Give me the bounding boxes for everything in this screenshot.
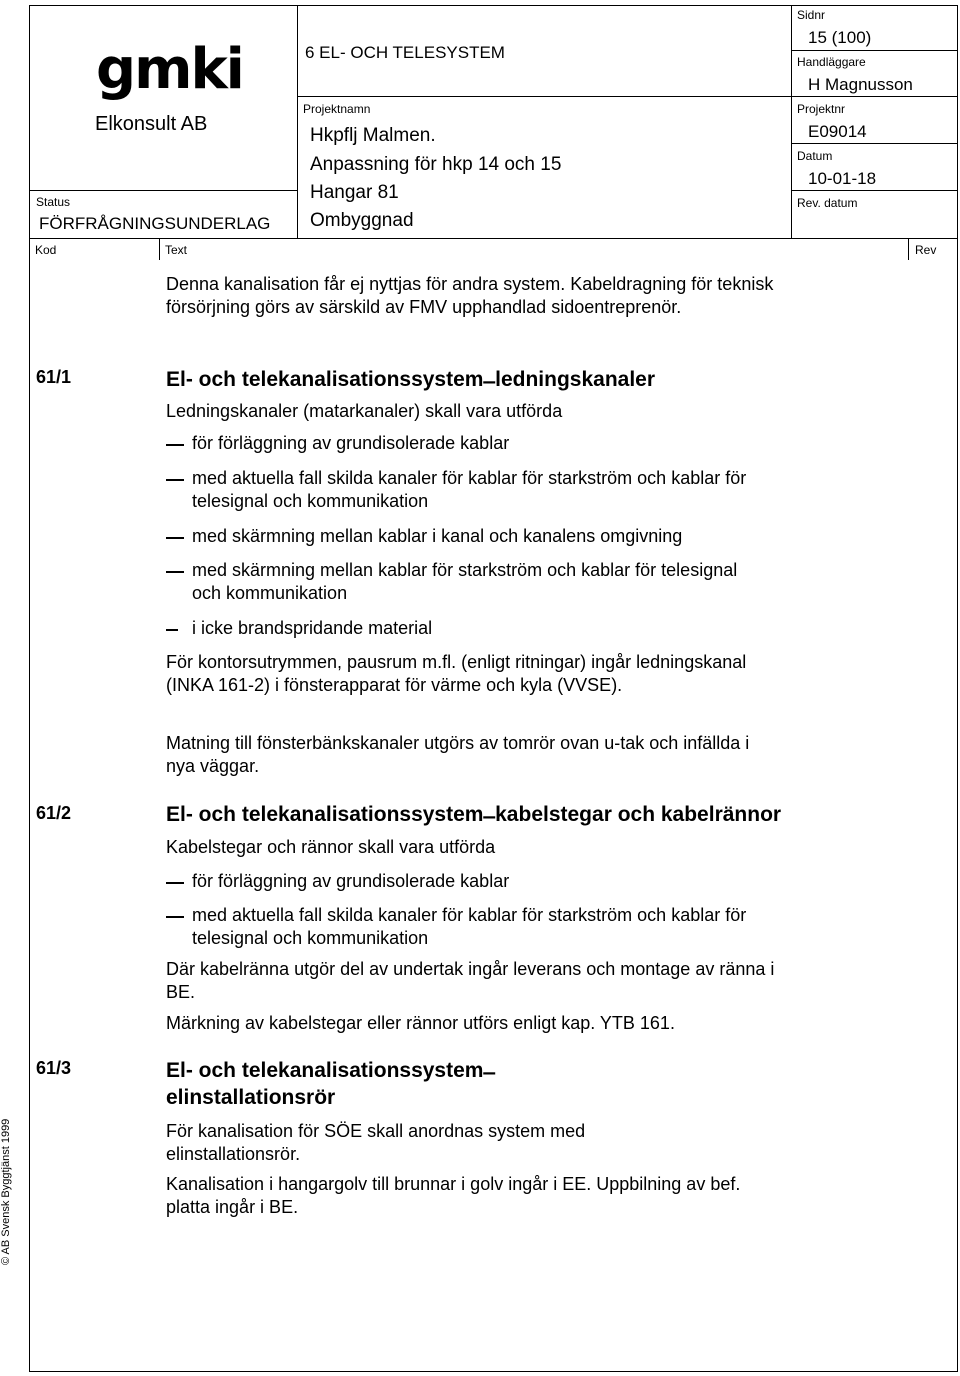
col-text: Text <box>165 243 188 257</box>
projektnamn-line-4: Ombyggnad <box>310 210 414 231</box>
bullet-dash <box>166 571 184 573</box>
projektnamn-line-2: Anpassning för hkp 14 och 15 <box>310 154 562 175</box>
revdatum-label: Rev. datum <box>797 196 858 210</box>
s611-p3: Matning till fönsterbänkskanaler utgörs av tomrör ovan u-tak och infällda i nya väggar. <box>166 733 750 776</box>
header-mid-line <box>297 96 958 97</box>
s612-p2: Där kabelränna utgör del av undertak ingår leverans och montage av ränna i BE. <box>166 959 775 1002</box>
bullet-dash <box>166 537 184 539</box>
s612-p3: Märkning av kabelstegar eller rännor utförs enligt kap. YTB 161. <box>166 1013 675 1033</box>
bullet-dash <box>166 479 184 481</box>
heading-61-3-line2: elinstallationsrör <box>166 1086 336 1109</box>
col-rev: Rev <box>915 243 937 257</box>
projektnamn-line-1: Hkpflj Malmen. <box>310 125 436 146</box>
datum-label: Datum <box>797 149 833 163</box>
status-line <box>29 190 297 191</box>
kod-61-3: 61/3 <box>36 1058 72 1078</box>
heading-61-1: El- och telekanalisationssystem ̶ ledningskanaler <box>166 368 656 391</box>
s611-b5: i icke brandspridande material <box>192 618 433 638</box>
s612-b2: med aktuella fall skilda kanaler för kablar för starkström och kablar för telesignal och kommunikation <box>192 905 747 948</box>
handlaggare-label: Handläggare <box>797 55 866 69</box>
projektnr-value: E09014 <box>808 122 867 141</box>
copyright-vertical: © AB Svensk Byggtjänst 1999 <box>0 1118 12 1265</box>
header-divider-right <box>791 5 792 239</box>
sidnr-line <box>791 50 958 51</box>
s611-b4: med skärmning mellan kablar för starkström och kablar för telesignal och kommunikation <box>192 560 738 603</box>
header-bottom-line <box>29 238 958 239</box>
section-title: 6 EL- OCH TELESYSTEM <box>305 43 505 62</box>
s611-b2: med aktuella fall skilda kanaler för kablar för starkström och kablar för telesignal och kommunikation <box>192 468 747 511</box>
intro-paragraph: Denna kanalisation får ej nyttjas för andra system. Kabeldragning för teknisk försörjning görs av särskild av FMV upphandlad sidoentreprenör. <box>166 274 774 317</box>
bullet-dash <box>166 629 178 631</box>
projektnamn-line-3: Hangar 81 <box>310 182 399 203</box>
heading-61-2: El- och telekanalisationssystem ̶ kabelstegar och kabelrännor <box>166 803 782 826</box>
datum-line <box>791 190 958 191</box>
s611-b1: för förläggning av grundisolerade kablar <box>192 433 510 453</box>
projektnr-label: Projektnr <box>797 102 846 116</box>
projektnamn-label: Projektnamn <box>303 102 371 116</box>
col-kod: Kod <box>35 243 57 257</box>
s611-b3: med skärmning mellan kablar i kanal och kanalens omgivning <box>192 526 683 546</box>
projektnr-line <box>791 143 958 144</box>
s612-p1: Kabelstegar och rännor skall vara utförda <box>166 837 496 857</box>
status-label: Status <box>36 195 71 209</box>
bullet-dash <box>166 882 184 884</box>
s612-b1: för förläggning av grundisolerade kablar <box>192 871 510 891</box>
s611-p2: För kontorsutrymmen, pausrum m.fl. (enligt ritningar) ingår ledningskanal (INKA 161-2) i fönsterapparat för värme och kyla (VVSE). <box>166 652 747 695</box>
datum-value: 10-01-18 <box>808 169 877 188</box>
heading-61-3-line1: El- och telekanalisationssystem ̶ <box>166 1059 490 1082</box>
kod-61-1: 61/1 <box>36 367 72 387</box>
kod-61-2: 61/2 <box>36 803 72 823</box>
bullet-dash <box>166 916 184 918</box>
company-logo <box>96 37 243 110</box>
header-divider-left <box>297 5 298 239</box>
s613-p1: För kanalisation för SÖE skall anordnas system med elinstallationsrör. <box>166 1121 586 1164</box>
company-name: Elkonsult AB <box>95 113 208 135</box>
kod-divider <box>159 238 160 260</box>
bullet-dash <box>166 444 184 446</box>
sidnr-value: 15 (100) <box>808 28 872 47</box>
logo-text: gmki <box>96 37 243 102</box>
handlaggare-value: H Magnusson <box>808 75 913 94</box>
status-value: FÖRFRÅGNINGSUNDERLAG <box>39 214 271 233</box>
s613-p2: Kanalisation i hangargolv till brunnar i golv ingår i EE. Uppbilning av bef. platta ingår i BE. <box>166 1174 741 1217</box>
s611-p1: Ledningskanaler (matarkanaler) skall vara utförda <box>166 401 563 421</box>
sidnr-label: Sidnr <box>797 8 826 22</box>
rev-divider <box>908 238 909 260</box>
